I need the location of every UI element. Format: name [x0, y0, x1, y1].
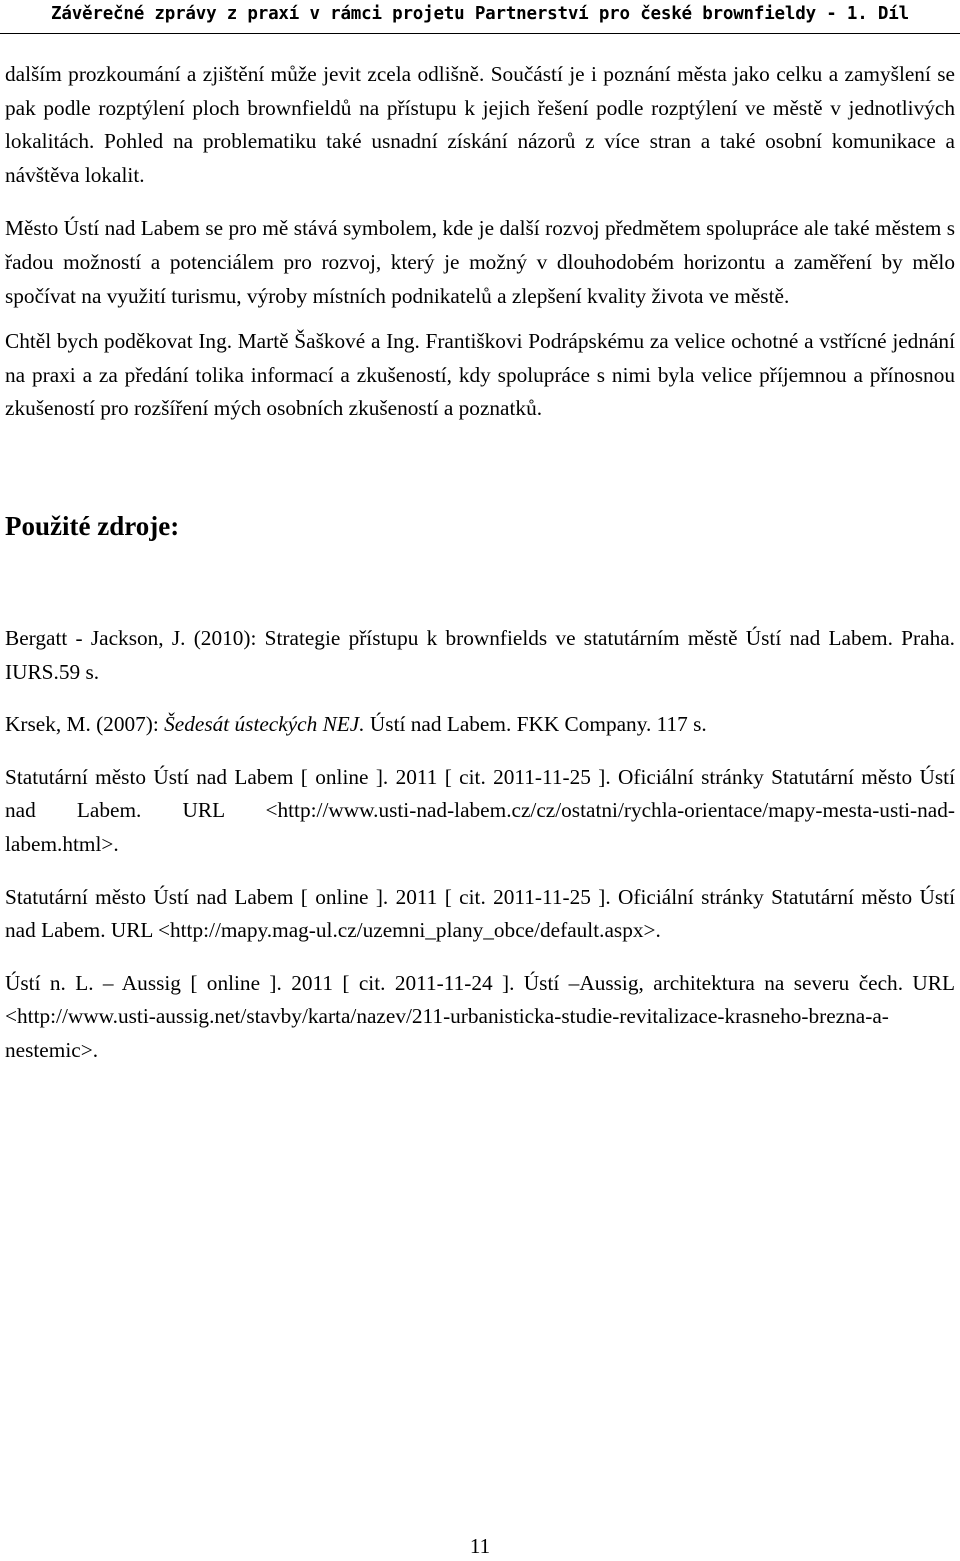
- reference-list: [5, 622, 955, 1068]
- body-paragraph-2: Město Ústí nad Labem se pro mě stává symbolem, kde je další rozvoj předmětem spolupráce ale také městem s řadou možností a potenciálem pro rozvoj, který je možný v dlouhodobém horizontu a zaměření by mělo spočívat na využití turismu, výroby místních podnikatelů a zlepšení kvality života ve městě.: [5, 216, 955, 308]
- page-content: [5, 58, 955, 1086]
- reference-item-1: Bergatt - Jackson, J. (2010): Strategie přístupu k brownfields ve statutárním městě Ústí nad Labem. Praha. IURS.59 s.: [5, 625, 955, 684]
- reference-2-title: Šedesát ústeckých NEJ.: [164, 712, 365, 737]
- sources-heading: Použité zdroje:: [5, 510, 180, 541]
- reference-item-5: Ústí n. L. – Aussig [ online ]. 2011 [ cit. 2011-11-24 ]. Ústí –Aussig, architektura na severu čech. URL <http://www.usti-aussig.net/stavby/karta/nazev/211-urbanisticka-studie-revitalizace-krasneho-brezna-a-nestemic>.: [5, 970, 955, 1062]
- body-paragraph-3: Chtěl bych poděkovat Ing. Martě Šaškové a Ing. Františkovi Podrápskému za velice ochotné a vstřícné jednání na praxi a za předání tolika informací a zkušeností, kdy spolupráce s nimi byla velice příjemnou a přínosnou zkušeností pro rozšíření mých osobních zkušeností a poznatků.: [5, 329, 955, 421]
- running-header: Závěrečné zprávy z praxí v rámci projetu Partnerství pro české brownfieldy - 1. Díl: [51, 4, 909, 24]
- reference-item-3: Statutární město Ústí nad Labem [ online ]. 2011 [ cit. 2011-11-25 ]. Oficiální stránky Statutární město Ústí nad Labem. URL <http://www.usti-nad-labem.cz/cz/ostatni/rychla-orientace/mapy-mesta-usti-nad-labem.html>.: [5, 764, 955, 856]
- reference-2-authors: Krsek, M. (2007):: [5, 712, 165, 737]
- reference-2-publisher: Ústí nad Labem. FKK Company. 117 s.: [364, 712, 707, 737]
- reference-item-2: [5, 708, 955, 742]
- page-number: 11: [469, 1534, 491, 1558]
- body-paragraph-1: dalším prozkoumání a zjištění může jevit zcela odlišně. Součástí je i poznání města jako celku a zamyšlení se pak podle rozptýlení ploch brownfieldů na přístupu k jejich řešení podle rozptýlení ve městě v jednotlivých lokalitách. Pohled na problematiku také usnadní získání názorů z více stran a také osobní komunikace a návštěva lokalit.: [5, 62, 955, 187]
- header-divider: [0, 33, 960, 34]
- reference-item-4: Statutární město Ústí nad Labem [ online ]. 2011 [ cit. 2011-11-25 ]. Oficiální stránky Statutární město Ústí nad Labem. URL <http://mapy.mag-ul.cz/uzemni_plany_obce/default.aspx>.: [5, 884, 955, 943]
